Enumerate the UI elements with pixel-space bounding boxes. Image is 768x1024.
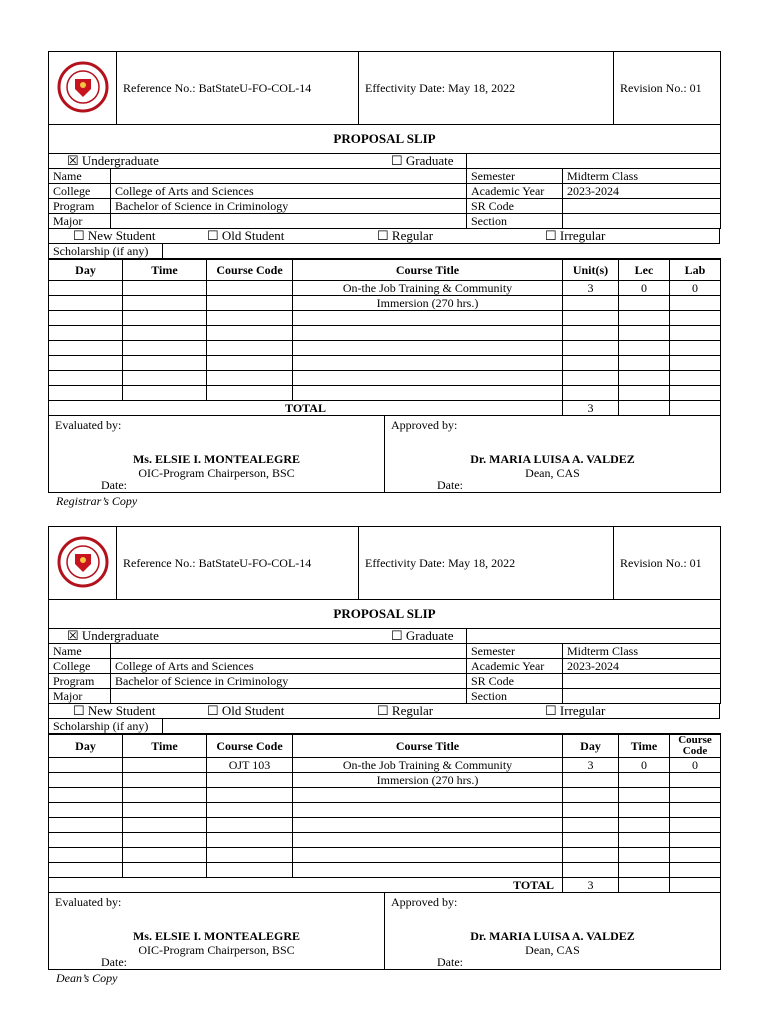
table-row — [49, 386, 721, 401]
form-header — [48, 51, 721, 125]
col-time: Time — [123, 260, 207, 281]
col-units: Unit(s) — [563, 260, 619, 281]
section-field[interactable] — [563, 214, 721, 229]
table-row — [49, 296, 721, 311]
form-title: PROPOSAL SLIP — [49, 125, 721, 154]
program-value: Bachelor of Science in Criminology — [111, 674, 467, 689]
total-label: TOTAL — [49, 401, 563, 416]
signature-block — [48, 893, 721, 970]
graduate-checkbox[interactable]: ☐ Graduate — [467, 154, 721, 169]
student-status-row — [49, 229, 720, 244]
academic-year-value: 2023-2024 — [563, 184, 721, 199]
evaluator-name: Ms. ELSIE I. MONTEALEGRE — [132, 452, 301, 466]
section-label: Section — [467, 689, 563, 704]
approver-role: Dean, CAS — [525, 943, 580, 957]
course-title-cell-cont: Immersion (270 hrs.) — [293, 773, 563, 788]
new-student-checkbox[interactable]: ☐ New Student — [73, 228, 156, 243]
scholarship-label: Scholarship (if any) — [49, 719, 163, 734]
col-lec: Lec — [619, 260, 670, 281]
col-course-code: Course Code — [207, 260, 293, 281]
evaluator-role: OIC-Program Chairperson, BSC — [138, 943, 295, 957]
university-seal-icon — [49, 52, 117, 125]
proposal-slip-registrar — [48, 51, 720, 509]
table-row — [49, 848, 721, 863]
evaluator-block — [49, 893, 385, 970]
program-value: Bachelor of Science in Criminology — [111, 199, 467, 214]
graduate-checkbox[interactable]: ☐ Graduate — [467, 629, 721, 644]
course-code-cell: OJT 103 — [207, 758, 293, 773]
sr-code-field[interactable] — [563, 199, 721, 214]
evaluator-date-label: Date: — [101, 478, 127, 492]
evaluator-block — [49, 416, 385, 493]
sr-code-label: SR Code — [467, 199, 563, 214]
irregular-checkbox[interactable]: ☐ Irregular — [545, 703, 606, 718]
col-time: Time — [123, 735, 207, 758]
form-title: PROPOSAL SLIP — [49, 600, 721, 629]
college-value: College of Arts and Sciences — [111, 184, 467, 199]
semester-value: Midterm Class — [563, 644, 721, 659]
approved-by-label: Approved by: — [391, 418, 458, 432]
table-row — [49, 773, 721, 788]
effectivity-date: Effectivity Date: May 18, 2022 — [359, 52, 614, 125]
table-row — [49, 818, 721, 833]
col-day: Day — [49, 260, 123, 281]
col-course-code: Course Code — [207, 735, 293, 758]
major-field[interactable] — [111, 689, 467, 704]
scholarship-field[interactable] — [163, 244, 721, 259]
name-field[interactable] — [111, 169, 467, 184]
approver-name: Dr. MARIA LUISA A. VALDEZ — [470, 452, 635, 466]
program-label: Program — [49, 674, 111, 689]
academic-year-value: 2023-2024 — [563, 659, 721, 674]
approver-block — [385, 416, 721, 493]
effectivity-date: Effectivity Date: May 18, 2022 — [359, 527, 614, 600]
academic-year-label: Academic Year — [467, 659, 563, 674]
form-header — [48, 526, 721, 600]
units-cell: 3 — [563, 281, 619, 296]
evaluated-by-label: Evaluated by: — [55, 895, 122, 909]
total-label: TOTAL — [49, 878, 563, 893]
major-label: Major — [49, 689, 111, 704]
table-row — [49, 371, 721, 386]
program-label: Program — [49, 199, 111, 214]
table-row — [49, 281, 721, 296]
major-label: Major — [49, 214, 111, 229]
section-label: Section — [467, 214, 563, 229]
name-label: Name — [49, 644, 111, 659]
undergraduate-checkbox[interactable]: ☒ Undergraduate — [49, 154, 467, 169]
sr-code-field[interactable] — [563, 674, 721, 689]
col-lab: Lab — [670, 260, 721, 281]
course-code-cell — [207, 281, 293, 296]
course-title-cell: On-the Job Training & Community — [293, 281, 563, 296]
college-value: College of Arts and Sciences — [111, 659, 467, 674]
table-row — [49, 788, 721, 803]
approver-name: Dr. MARIA LUISA A. VALDEZ — [470, 929, 635, 943]
irregular-checkbox[interactable]: ☐ Irregular — [545, 228, 606, 243]
reference-no: Reference No.: BatStateU-FO-COL-14 — [117, 52, 359, 125]
col-day: Day — [49, 735, 123, 758]
evaluated-by-label: Evaluated by: — [55, 418, 122, 432]
table-row — [49, 803, 721, 818]
approved-by-label: Approved by: — [391, 895, 458, 909]
major-field[interactable] — [111, 214, 467, 229]
new-student-checkbox[interactable]: ☐ New Student — [73, 703, 156, 718]
signature-block — [48, 416, 721, 493]
table-row — [49, 863, 721, 878]
approver-date-label: Date: — [437, 955, 463, 969]
academic-year-label: Academic Year — [467, 184, 563, 199]
old-student-checkbox[interactable]: ☐ Old Student — [207, 703, 285, 718]
semester-label: Semester — [467, 169, 563, 184]
course-title-cell: On-the Job Training & Community — [293, 758, 563, 773]
col-course-title: Course Title — [293, 735, 563, 758]
scholarship-label: Scholarship (if any) — [49, 244, 163, 259]
college-label: College — [49, 184, 111, 199]
evaluator-date-label: Date: — [101, 955, 127, 969]
col-lab: Course Code — [670, 735, 721, 758]
approver-role: Dean, CAS — [525, 466, 580, 480]
evaluator-role: OIC-Program Chairperson, BSC — [138, 466, 295, 480]
student-status-row — [49, 704, 720, 719]
table-row — [49, 356, 721, 371]
col-lec: Time — [619, 735, 670, 758]
revision-no: Revision No.: 01 — [614, 52, 721, 125]
lec-cell: 0 — [619, 758, 670, 773]
semester-value: Midterm Class — [563, 169, 721, 184]
regular-checkbox[interactable]: ☐ Regular — [377, 228, 434, 243]
lab-cell: 0 — [670, 758, 721, 773]
college-label: College — [49, 659, 111, 674]
table-row — [49, 341, 721, 356]
semester-label: Semester — [467, 644, 563, 659]
col-course-title: Course Title — [293, 260, 563, 281]
sr-code-label: SR Code — [467, 674, 563, 689]
course-table — [48, 734, 721, 893]
proposal-slip-dean — [48, 526, 720, 986]
table-row — [49, 326, 721, 341]
units-cell: 3 — [563, 758, 619, 773]
name-field[interactable] — [111, 644, 467, 659]
copy-label: Dean’s Copy — [56, 971, 118, 985]
course-title-cell-cont: Immersion (270 hrs.) — [293, 296, 563, 311]
revision-no: Revision No.: 01 — [614, 527, 721, 600]
reference-no: Reference No.: BatStateU-FO-COL-14 — [117, 527, 359, 600]
copy-label: Registrar’s Copy — [56, 494, 138, 508]
lab-cell: 0 — [670, 281, 721, 296]
approver-block — [385, 893, 721, 970]
section-field[interactable] — [563, 689, 721, 704]
evaluator-name: Ms. ELSIE I. MONTEALEGRE — [132, 929, 301, 943]
name-label: Name — [49, 169, 111, 184]
total-value: 3 — [563, 401, 619, 416]
undergraduate-checkbox[interactable]: ☒ Undergraduate — [49, 629, 467, 644]
approver-date-label: Date: — [437, 478, 463, 492]
lec-cell: 0 — [619, 281, 670, 296]
total-value: 3 — [563, 878, 619, 893]
university-seal-icon — [49, 527, 117, 600]
regular-checkbox[interactable]: ☐ Regular — [377, 703, 434, 718]
course-table — [48, 259, 721, 416]
scholarship-field[interactable] — [163, 719, 721, 734]
table-row — [49, 833, 721, 848]
col-units: Day — [563, 735, 619, 758]
table-row — [49, 311, 721, 326]
table-row — [49, 758, 721, 773]
old-student-checkbox[interactable]: ☐ Old Student — [207, 228, 285, 243]
